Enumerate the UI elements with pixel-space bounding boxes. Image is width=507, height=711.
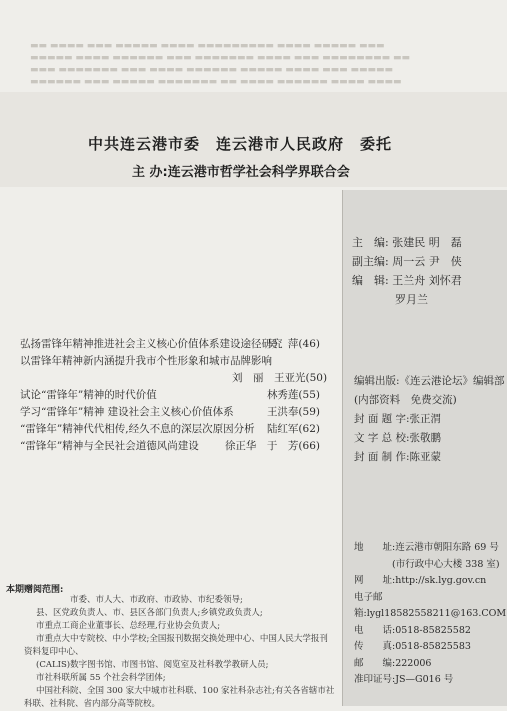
staff-names: 罗月兰 <box>395 293 428 306</box>
staff-names: 王兰舟 刘怀君 <box>392 274 462 287</box>
staff-editor-in-chief <box>352 234 462 251</box>
proofreader-credit: 文 字 总 校:张敬鹏 <box>354 432 442 444</box>
scope-line: 市重点工商企业董事长、总经理,行业协会负责人; <box>36 621 221 631</box>
staff-editors <box>352 272 462 289</box>
toc-entry-authors <box>20 370 328 387</box>
toc-entry <box>20 421 328 438</box>
toc-title: “雷锋年”精神代代相传,经久不息的深层次原因分析 <box>20 423 255 435</box>
toc-author: 吴 萍(46) <box>266 338 320 350</box>
distribution-scope-title: 本期赠阅范围: <box>6 585 64 595</box>
cover-design-credit: 封 面 制 作:陈亚蒙 <box>354 451 442 463</box>
toc-entry <box>20 438 328 455</box>
toc-author: 林秀莲(55) <box>266 389 320 401</box>
toc-author: 王洪奉(59) <box>266 406 320 418</box>
staff-editors-cont <box>395 291 428 308</box>
scope-line: 中国社科院、全国 300 家大中城市社科联、100 家社科杂志社;有关各省辖市社 <box>36 686 335 696</box>
staff-label: 副主编: <box>352 255 389 268</box>
contact-info <box>354 540 507 689</box>
show-through-text: ▬▬ ▬▬▬▬ ▬▬▬ ▬▬▬▬▬ ▬▬▬▬ ▬▬▬▬▬▬▬▬▬ ▬▬▬▬ ▬▬▬▬▬ ▬▬▬ ▬▬▬▬▬ ▬▬▬▬ ▬▬▬▬▬▬ ▬▬▬ ▬▬▬▬▬▬▬ ▬▬▬▬ ▬▬▬ ▬▬▬▬▬▬▬▬ ▬▬ ▬▬▬ ▬▬▬▬▬▬▬ ▬▬▬ ▬▬▬▬ ▬▬▬▬▬▬ ▬▬▬▬▬ ▬▬▬▬ ▬▬▬ ▬▬▬▬▬ ▬▬▬▬▬▬ ▬▬▬ ▬▬▬▬▬ ▬▬▬▬▬▬▬ ▬▬ ▬▬▬▬ ▬▬▬▬▬▬ ▬▬▬▬ ▬▬▬▬ <box>30 41 411 87</box>
sponsor-line: 中共连云港市委 连云港市人民政府 委托 <box>88 135 393 153</box>
toc-author: 刘 丽 王亚光(50) <box>232 372 328 384</box>
publication-info <box>354 372 505 467</box>
postcode-line: 邮 编:222006 <box>354 657 432 669</box>
staff-names: 周一云 尹 侠 <box>392 255 462 268</box>
toc-entry <box>20 387 328 404</box>
scope-line: 市重点大中专院校、中小学校;全国报刊数据交换处理中心、中国人民大学报刊 <box>36 634 328 644</box>
scope-line: (CALIS)数字图书馆、市图书馆、阅览室及社科教学教研人员; <box>36 660 269 670</box>
staff-label: 编 辑: <box>352 274 389 287</box>
scope-line: 资料复印中心、 <box>24 647 84 657</box>
scope-line: 市社科联所属 55 个社会科学团体; <box>36 673 166 683</box>
toc-author: 徐正华 于 芳(66) <box>224 440 320 452</box>
toc-title: “雷锋年”精神与全民社会道德风尚建设 <box>20 440 199 452</box>
staff-label: 主 编: <box>352 236 389 249</box>
email-line: 电子邮箱:lygl18582558211@163.COM <box>354 591 507 619</box>
publisher-line: 编辑出版:《连云港论坛》编辑部 <box>354 375 505 387</box>
toc-entry <box>20 336 328 353</box>
address-line: 地 址:连云港市朝阳东路 69 号 <box>354 542 499 553</box>
scope-line: 县、区党政负责人、市、县区各部门负责人;乡镇党政负责人; <box>36 608 263 618</box>
host-line: 主 办:连云港市哲学社会科学界联合会 <box>132 165 350 180</box>
toc-author: 陆红军(62) <box>266 423 320 435</box>
cover-calligraphy-credit: 封 面 题 字:张正渭 <box>354 413 442 425</box>
internal-note: (内部资料 免费交流) <box>354 394 457 406</box>
fax-line: 传 真:0518-85825583 <box>354 641 471 652</box>
address-line-2: (市行政中心大楼 338 室) <box>354 558 500 570</box>
permit-line: 准印证号:JS—G016 号 <box>354 674 454 685</box>
staff-names: 张建民 明 磊 <box>392 236 462 249</box>
toc-title: 学习“雷锋年”精神 建设社会主义核心价值体系 <box>20 406 234 418</box>
panel-divider <box>342 190 343 706</box>
phone-line: 电 话:0518-85825582 <box>354 624 471 636</box>
toc-entry <box>20 353 328 370</box>
staff-deputy-editor <box>352 253 462 270</box>
toc-title: 弘扬雷锋年精神推进社会主义核心价值体系建设途径研究 <box>20 338 283 350</box>
website-line: 网 址:http://sk.lyg.gov.cn <box>354 575 487 586</box>
scope-line: 科联、社科院、省内部分高等院校。 <box>24 699 161 709</box>
scope-line: 市委、市人大、市政府、市政协、市纪委领导; <box>70 595 243 605</box>
toc-entry <box>20 404 328 421</box>
distribution-scope <box>6 594 336 711</box>
toc-title: 试论“雷锋年”精神的时代价值 <box>20 389 157 401</box>
table-of-contents <box>20 336 328 455</box>
toc-title: 以雷锋年精神新内涵提升我市个性形象和城市品牌影响 <box>20 355 272 367</box>
